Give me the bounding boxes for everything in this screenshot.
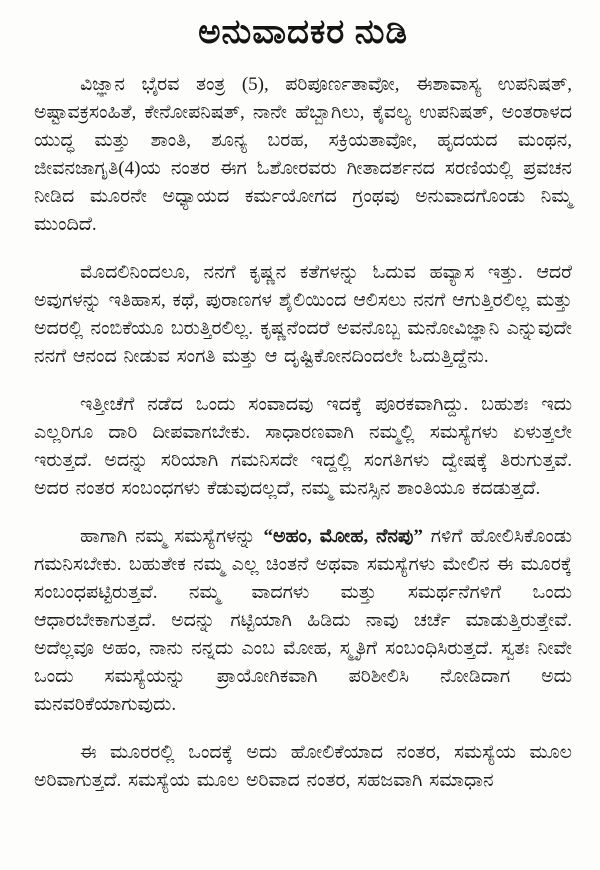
paragraph-4-bold-phrase: “ಅಹಂ, ಮೋಹ, ನೆನಪು”: [263, 525, 423, 547]
paragraph-5: ಈ ಮೂರರಲ್ಲಿ ಒಂದಕ್ಕೆ ಅದು ಹೋಲಿಕೆಯಾದ ನಂತರ, ಸಮಸ್ಯೆಯ ಮೂಲ ಅರಿವಾಗುತ್ತದೆ. ಸಮಸ್ಯೆಯ ಮೂಲ ಅರಿವಾದ ನಂತರ, ಸಹಜವಾಗಿ ಸಮಾಧಾನ: [34, 741, 572, 791]
paragraph-2: ಮೊದಲಿನಿಂದಲೂ, ನನಗೆ ಕೃಷ್ಣನ ಕತೆಗಳನ್ನು ಓದುವ ಹವ್ಯಾಸ ಇತ್ತು. ಆದರೆ ಅವುಗಳನ್ನು ಇತಿಹಾಸ, ಕಥೆ, ಪುರಾಣಗಳ ಶೈಲಿಯಿಂದ ಆಲಿಸಲು ನನಗೆ ಆಗುತ್ತಿರಲಿಲ್ಲ ಮತ್ತು ಅದರಲ್ಲಿ ನಂಬಿಕೆಯೂ ಬರುತ್ತಿರಲಿಲ್ಲ. ಕೃಷ್ಣನೆಂದರೆ ಅವನೊಬ್ಬ ಮನೋವಿಜ್ಞಾನಿ ಎನ್ನುವುದೇ ನನಗೆ ಆನಂದ ನೀಡುವ ಸಂಗತಿ ಮತ್ತು ಆ ದೃಷ್ಟಿಕೋನದಿಂದಲೇ ಓದುತ್ತಿದ್ದೆನು.: [34, 261, 572, 367]
paragraph-4-rest: ಗಳಿಗೆ ಹೋಲಿಸಿಕೊಂಡು ಗಮನಿಸಬೇಕು. ಬಹುತೇಕ ನಮ್ಮ ಎಲ್ಲ ಚಿಂತನೆ ಅಥವಾ ಸಮಸ್ಯೆಗಳು ಮೇಲಿನ ಈ ಮೂರಕ್ಕೆ ಸಂಬಂಧಪಟ್ಟಿರುತ್ತವೆ. ನಮ್ಮ ವಾದಗಳು ಮತ್ತು ಸಮರ್ಥನೆಗಳಿಗೆ ಒಂದು ಆಧಾರಬೇಕಾಗುತ್ತದೆ. ಅದನ್ನು ಗಟ್ಟಿಯಾಗಿ ಹಿಡಿದು ನಾವು ಚರ್ಚೆ ಮಾಡುತ್ತಿರುತ್ತೇವೆ. ಅದೆಲ್ಲವೂ ಅಹಂ, ನಾನು ನನ್ನದು ಎಂಬ ಮೋಹ, ಸ್ಮೃತಿಗೆ ಸಂಬಂಧಿಸಿರುತ್ತದೆ. ಸ್ವತಃ ನೀವೇ ಒಂದು ಸಮಸ್ಯೆಯನ್ನು ಪ್ರಾಯೋಗಿಕವಾಗಿ ಪರಿಶೀಲಿಸಿ ನೋಡಿದಾಗ ಅದು ಮನವರಿಕೆಯಾಗುವುದು.: [34, 525, 572, 715]
paragraph-3: ಇತ್ತೀಚೆಗೆ ನಡೆದ ಒಂದು ಸಂವಾದವು ಇದಕ್ಕೆ ಪೂರಕವಾಗಿದ್ದು. ಬಹುಶಃ ಇದು ಎಲ್ಲರಿಗೂ ದಾರಿ ದೀಪವಾಗಬೇಕು. ಸಾಧಾರಣವಾಗಿ ನಮ್ಮಲ್ಲಿ ಸಮಸ್ಯೆಗಳು ಏಳುತ್ತಲೇ ಇರುತ್ತದೆ. ಅದನ್ನು ಸರಿಯಾಗಿ ಗಮನಿಸದೇ ಇದ್ದಲ್ಲಿ ಸಂಗತಿಗಳು ದ್ವೇಷಕ್ಕೆ ತಿರುಗುತ್ತವೆ. ಅದರ ನಂತರ ಸಂಬಂಧಗಳು ಕೆಡುವುದಲ್ಲದೆ, ನಮ್ಮ ಮನಸ್ಸಿನ ಶಾಂತಿಯೂ ಕದಡುತ್ತದೆ.: [34, 393, 572, 499]
paragraph-4: [34, 523, 572, 719]
paragraph-4-lead: ಹಾಗಾಗಿ ನಮ್ಮ ಸಮಸ್ಯೆಗಳನ್ನು: [80, 525, 264, 547]
paragraph-1: ವಿಜ್ಞಾನ ಭೈರವ ತಂತ್ರ (5), ಪರಿಪೂರ್ಣತಾವೋ, ಈಶಾವಾಸ್ಯ ಉಪನಿಷತ್, ಅಷ್ಟಾವಕ್ರಸಂಹಿತೆ, ಕೇನೋಪನಿಷತ್, ನಾನೇ ಹೆಬ್ಬಾಗಿಲು, ಕೈವಲ್ಯ ಉಪನಿಷತ್, ಅಂತರಾಳದ ಯುದ್ಧ ಮತ್ತು ಶಾಂತಿ, ಶೂನ್ಯ ಬರಹ, ಸಕ್ರಿಯತಾವೋ, ಹೃದಯದ ಮಂಥನ, ಜೀವನಜಾಗೃತಿ(4)ಯ ನಂತರ ಈಗ ಓಶೋರವರು ಗೀತಾದರ್ಶನದ ಸರಣಿಯಲ್ಲಿ ಪ್ರವಚನ ನೀಡಿದ ಮೂರನೇ ಅಧ್ಯಾಯದ ಕರ್ಮಯೋಗದ ಗ್ರಂಥವು ಅನುವಾದಗೊಂಡು ನಿಮ್ಮ ಮುಂದಿದೆ.: [34, 73, 572, 235]
page-title: ಅನುವಾದಕರ ನುಡಿ: [198, 14, 408, 51]
